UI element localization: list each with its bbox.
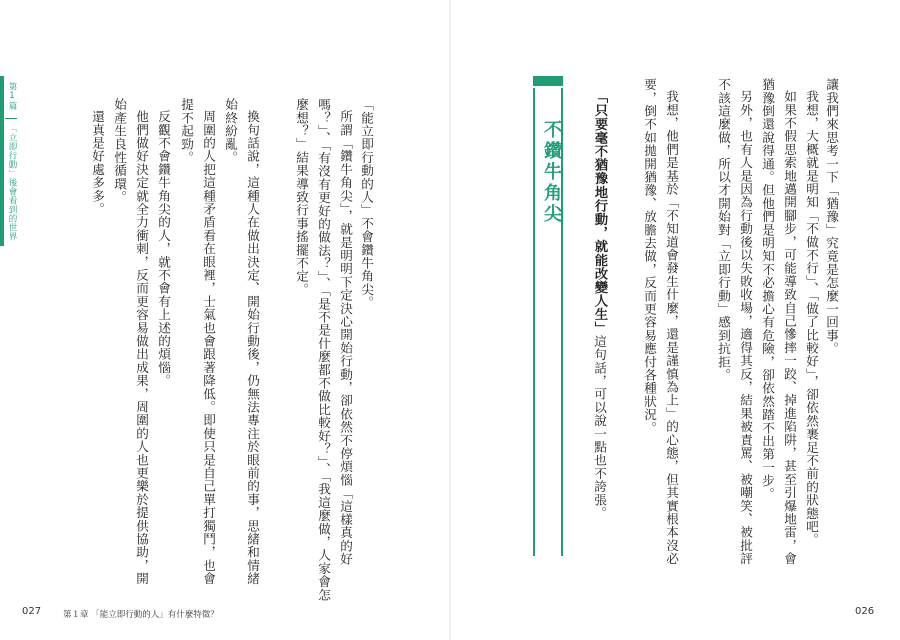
text-line: 如果不假思索地邁開腳步，可能導致自己慘摔一跤、掉進陷阱，甚至引爆地雷，會 [782, 90, 797, 566]
text-line: 不該這麼做，所以才開始對「立即行動」感到抗拒。 [716, 78, 731, 382]
text-line: 要，倒不如拋開猶豫、放膽去做，反而更容易應付各種狀況。 [642, 78, 657, 435]
emphasis-line [593, 90, 605, 520]
text-line: 所謂「鑽牛角尖」，就是明明下定決心開始行動，卻依然不停煩惱「這樣真的好 [338, 110, 353, 566]
text-line: 另外，也有人是因為行動後以失敗收場，適得其反，結果被責罵、被嘲笑、被批評 [738, 90, 753, 566]
emphasis-quote: 「只要毫不猶豫地行動，就能改變人生」 [592, 90, 607, 335]
part-title: 「立即行動」後會看到的世界 [7, 124, 17, 241]
emphasis-rest: 這句話，可以說一點也不誇張。 [592, 334, 607, 520]
text-line: 讓我們來思考一下「猶豫」究竟是怎麼一回事。 [824, 78, 839, 356]
text-line: 我想，他們是基於「不知道會發生什麼，還是謹慎為上」的心態，但其實根本沒必 [664, 90, 679, 566]
part-tab-bar [0, 76, 4, 246]
text-line: 換句話說，這種人在做出決定、開始行動後，仍無法專注於眼前的事，思緒和情緒 [245, 110, 260, 586]
text-line: 反觀不會鑽牛角尖的人，就不會有上述的煩惱。 [156, 110, 171, 388]
page-gutter [449, 0, 451, 640]
text-line: 周圍的人把這種矛盾看在眼裡，士氣也會跟著降低。即使只是自己單打獨鬥，也會 [201, 110, 216, 586]
page-number-left: 027 [22, 606, 42, 617]
text-line: 我想，大概就是明知「不做不行」、「做了比較好」，卻依然裹足不前的狀態吧。 [804, 90, 819, 547]
part-label: 第1篇 [7, 82, 17, 111]
text-line: 始產生良性循環。 [112, 98, 127, 204]
text-line: 「能立即行動的人」不會鑽牛角尖。 [359, 98, 374, 310]
text-line: 嗎？」、「有沒有更好的做法？」、「是不是什麼都不做比較好？」、「我這麼做，人家會怎 [316, 98, 331, 602]
chapter-running-title: 第１章 「能立即行動的人」有什麼特徵？ [63, 610, 219, 620]
text-line: 提不起勁。 [179, 98, 194, 164]
text-line: 猶豫倒還說得通。但他們是明知不必擔心有危險，卻依然踏不出第一步。 [760, 78, 775, 501]
heading-tab [533, 76, 563, 86]
part-separator [5, 118, 17, 119]
page-number-right: 026 [855, 606, 875, 617]
text-line: 始終紛亂。 [223, 98, 238, 164]
section-heading: 不鑽牛角尖 [541, 120, 562, 225]
text-line: 他們做好決定就全力衝刺，反而更容易做出成果，周圍的人也更樂於提供協助，開 [134, 110, 149, 586]
text-line: 還真是好處多多。 [90, 110, 105, 216]
text-line: 麼想？」結果導致行事搖擺不定。 [294, 98, 309, 296]
